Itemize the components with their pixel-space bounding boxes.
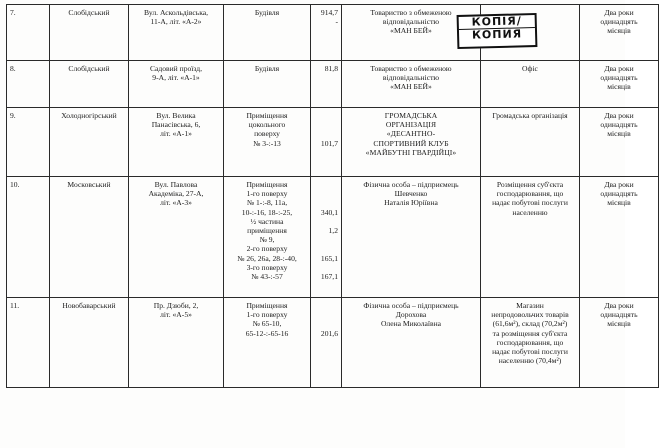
lease-term-line: Два роки	[604, 8, 634, 17]
lease-term-line: одинадцять	[600, 189, 638, 199]
district-name-cell	[50, 61, 129, 108]
lease-term-line: місяців	[607, 198, 631, 208]
area-line: 340,1	[320, 207, 338, 217]
area-cell	[311, 177, 342, 298]
address-line: Садовий проїзд,	[149, 64, 203, 73]
purpose-line: Офіс	[522, 64, 538, 73]
area-line	[314, 235, 338, 244]
tenant-line: відповідальністю	[382, 73, 440, 83]
row-number-cell	[7, 108, 50, 177]
address-cell	[129, 61, 224, 108]
address-line: Вул. Павлова	[154, 180, 198, 189]
row-number-cell	[7, 5, 50, 61]
area-line	[314, 319, 338, 328]
premises-line: 1-го поверху	[246, 189, 288, 199]
tenant-line: СПОРТИВНИЙ КЛУБ	[373, 138, 449, 148]
area-cell	[311, 61, 342, 108]
tenant-line: «МАН БЕЙ»	[390, 82, 432, 92]
address-line: Вул. Велика	[156, 111, 196, 120]
purpose-line: Громадська організація	[492, 111, 568, 120]
premises-line: Будівля	[254, 64, 280, 73]
lease-term-line: одинадцять	[600, 120, 638, 130]
tenant-line: «ДЕСАНТНО-	[386, 129, 436, 139]
purpose-line: (61,6м²), склад (70,2м²)	[492, 319, 568, 329]
purpose-cell	[481, 61, 580, 108]
table-row	[7, 177, 659, 298]
address-cell	[129, 108, 224, 177]
district-name: Московський	[67, 180, 111, 189]
district-name-cell	[50, 177, 129, 298]
area-cell	[311, 298, 342, 388]
tenant-line: Фізична особа – підприємець	[363, 301, 459, 310]
district-name: Слобідський	[68, 64, 110, 73]
premises-line: 1-го поверху	[246, 310, 288, 320]
premises-cell	[224, 298, 311, 388]
area-line	[314, 310, 338, 319]
address-cell	[129, 177, 224, 298]
premises-line: поверху	[254, 129, 280, 139]
district-name: Слобідський	[68, 8, 110, 17]
premises-line: Приміщення	[246, 180, 288, 189]
lease-table	[6, 4, 659, 388]
premises-line: Будівля	[254, 8, 280, 17]
row-number-cell	[7, 177, 50, 298]
tenant-cell	[342, 177, 481, 298]
premises-line: № 1-:-8, 11а,	[246, 198, 288, 208]
address-line: літ. «А-3»	[160, 198, 192, 208]
tenant-cell	[342, 108, 481, 177]
lease-term-line: місяців	[607, 82, 631, 92]
address-cell	[129, 298, 224, 388]
premises-cell	[224, 61, 311, 108]
premises-cell	[224, 108, 311, 177]
purpose-line: Магазин	[516, 301, 544, 310]
premises-cell	[224, 5, 311, 61]
area-cell	[311, 5, 342, 61]
address-cell	[129, 5, 224, 61]
address-line: літ. «А-5»	[160, 310, 192, 320]
premises-line: 65-12-:-65-16	[245, 328, 289, 338]
premises-line: ½ частина	[250, 216, 284, 226]
premises-line: цокольного	[248, 120, 286, 130]
district-name: Новобаварський	[62, 301, 116, 310]
tenant-line: Товариство з обмеженою	[370, 64, 452, 73]
tenant-cell	[342, 61, 481, 108]
lease-term-line: Два роки	[604, 301, 634, 310]
premises-line: 3-го поверху	[246, 262, 288, 272]
tenant-line: Шевченко	[394, 189, 428, 199]
purpose-cell	[481, 177, 580, 298]
lease-term-line: Два роки	[604, 111, 634, 120]
lease-term-line: Два роки	[604, 64, 634, 73]
tenant-line: «МАН БЕЙ»	[390, 26, 432, 36]
address-line: Вул. Аскольдівська,	[143, 8, 209, 17]
row-number: 9.	[10, 111, 16, 120]
table-row	[7, 5, 659, 61]
purpose-line: населенню	[512, 207, 548, 217]
address-line: Академіка, 27-А,	[148, 189, 204, 199]
purpose-line: господарювання, що	[496, 189, 564, 199]
lease-term-cell	[580, 177, 659, 298]
purpose-line: надає побутові послуги	[492, 198, 568, 208]
area-line	[314, 189, 338, 198]
premises-cell	[224, 177, 311, 298]
area-line	[314, 301, 338, 310]
area-line	[314, 120, 338, 129]
address-line: 9-А, літ. «А-1»	[152, 73, 200, 83]
lease-term-line: одинадцять	[600, 17, 638, 27]
purpose-line: непродовольчих товарів	[491, 310, 569, 320]
tenant-line: Олена Миколаївна	[380, 319, 442, 329]
premises-line: 10-:-16, 18-:-25,	[241, 207, 293, 217]
area-line: 165,1	[320, 253, 338, 263]
purpose-cell	[481, 108, 580, 177]
stamp-line-1: КОПІЯ/	[471, 14, 522, 29]
lease-term-line: місяців	[607, 319, 631, 329]
purpose-line: та розміщення суб'єкта	[492, 328, 568, 338]
tenant-line: «МАЙБУТНІ ГВАРДІЙЦІ»	[365, 147, 457, 157]
row-number-cell	[7, 61, 50, 108]
premises-line: № 3-:-13	[253, 138, 281, 148]
tenant-cell	[342, 298, 481, 388]
area-line	[314, 180, 338, 189]
stamp-line-2: КОПИЯ	[459, 27, 535, 42]
lease-term-line: місяців	[607, 129, 631, 139]
premises-line: Приміщення	[246, 301, 288, 310]
area-line: -	[335, 17, 338, 27]
area-line	[314, 129, 338, 138]
area-line	[314, 198, 338, 207]
premises-line: № 43-:-57	[251, 272, 283, 282]
premises-line: 2-го поверху	[246, 244, 288, 254]
purpose-cell	[481, 298, 580, 388]
row-number: 8.	[10, 64, 16, 73]
lease-term-cell	[580, 108, 659, 177]
address-line: Пр. Дзюби, 2,	[153, 301, 199, 310]
tenant-line: ОРГАНІЗАЦІЯ	[385, 120, 437, 130]
table-row	[7, 61, 659, 108]
area-line: 914,7	[320, 8, 338, 17]
area-line: 167,1	[320, 271, 338, 281]
table-row	[7, 298, 659, 388]
area-line: 101,7	[320, 138, 338, 148]
address-line: літ. «А-1»	[160, 129, 192, 139]
lease-term-line: Два роки	[604, 180, 634, 189]
area-line	[314, 111, 338, 120]
premises-line: № 9,	[259, 235, 275, 245]
area-line	[314, 263, 338, 272]
premises-line: № 26, 26а, 28-:-40,	[237, 253, 297, 263]
lease-term-line: одинадцять	[600, 73, 638, 83]
tenant-line: Товариство з обмеженою	[370, 8, 452, 17]
area-line: 201,6	[320, 328, 338, 338]
tenant-line: Фізична особа – підприємець	[363, 180, 459, 189]
lease-term-line: одинадцять	[600, 310, 638, 320]
premises-line: Приміщення	[246, 111, 288, 120]
tenant-line: ГРОМАДСЬКА	[384, 111, 438, 120]
address-line: 11-А, літ. «А-2»	[150, 17, 202, 27]
row-number: 10.	[10, 180, 20, 189]
area-line	[314, 244, 338, 253]
address-line: Панасівська, 6,	[151, 120, 201, 130]
district-name-cell	[50, 108, 129, 177]
area-line	[314, 217, 338, 226]
purpose-line: господарювання, що	[496, 337, 564, 347]
tenant-line: Наталія Юріївна	[384, 198, 438, 208]
district-name-cell	[50, 298, 129, 388]
lease-term-line: місяців	[607, 26, 631, 36]
row-number: 11.	[10, 301, 20, 310]
lease-term-cell	[580, 5, 659, 61]
area-line: 1,2	[328, 225, 338, 235]
tenant-line: відповідальністю	[382, 17, 440, 27]
district-name: Холодногірський	[61, 111, 117, 120]
row-number-cell	[7, 298, 50, 388]
district-name-cell	[50, 5, 129, 61]
purpose-line: Розміщення суб'єкта	[496, 180, 564, 189]
area-cell	[311, 108, 342, 177]
lease-term-cell	[580, 298, 659, 388]
area-line: 81,8	[324, 64, 338, 73]
tenant-line: Дорохова	[395, 310, 427, 320]
table-row	[7, 108, 659, 177]
purpose-line: надає побутові послуги	[492, 347, 568, 357]
lease-term-cell	[580, 61, 659, 108]
row-number: 7.	[10, 8, 16, 17]
premises-line: приміщення	[247, 226, 287, 236]
premises-line: № 65-10,	[252, 319, 282, 329]
purpose-line: населенню (70,4м²)	[498, 356, 562, 366]
copy-stamp	[457, 13, 538, 49]
